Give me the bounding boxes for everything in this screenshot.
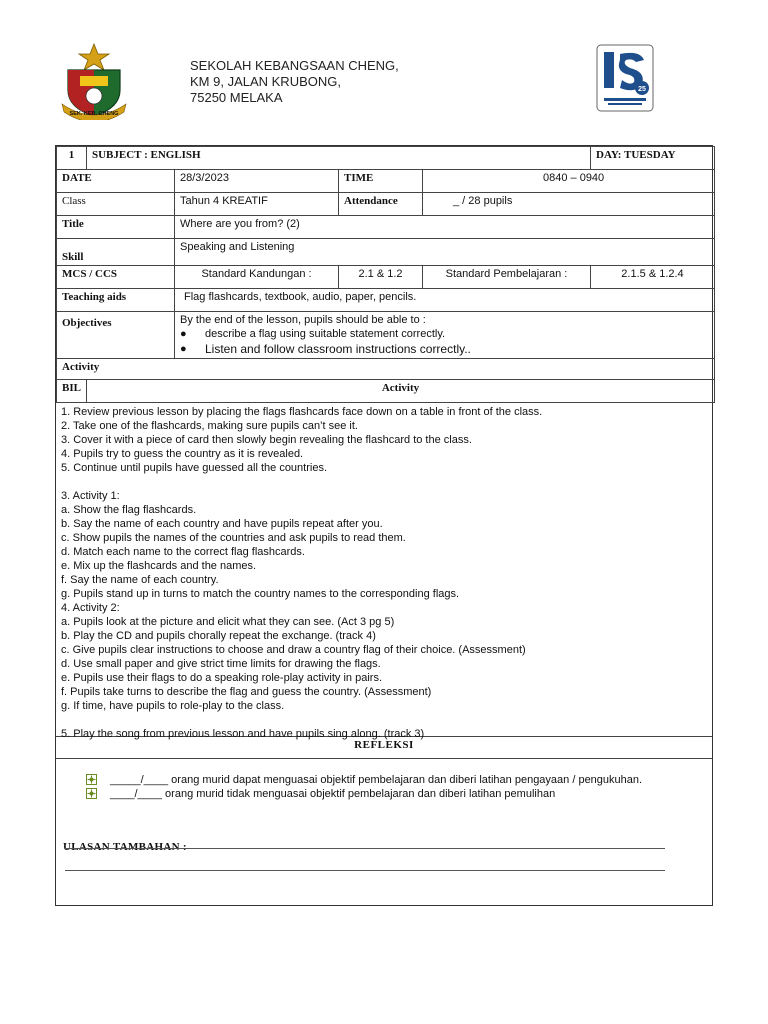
lesson-plan-frame [55, 145, 713, 906]
skill-row [57, 239, 715, 266]
activity-step: 1. Review previous lesson by placing the flags flashcards face down on a table in front of the class. [61, 406, 543, 418]
objectives-cell [175, 312, 715, 359]
activity-step: e. Pupils use their flags to do a speaking role-play activity in pairs. [61, 672, 382, 684]
ulasan-line [65, 870, 665, 871]
activity-steps [56, 403, 712, 740]
school-name: SEKOLAH KEBANGSAAN CHENG, [190, 58, 399, 73]
refleksi-heading: REFLEKSI [56, 737, 712, 759]
date-row [57, 170, 715, 193]
activity-step: f. Pupils take turns to describe the flag and guess the country. (Assessment) [61, 686, 432, 698]
activity-step: g. Pupils stand up in turns to match the country names to the corresponding flags. [61, 588, 460, 600]
objectives-label: Objectives [57, 312, 175, 359]
standard-kandungan-value: 2.1 & 1.2 [339, 266, 423, 289]
activity-column-header: Activity [87, 380, 715, 403]
standard-kandungan-label: Standard Kandungan : [175, 266, 339, 289]
activity-step: a. Show the flag flashcards. [61, 504, 197, 516]
anniversary-logo-icon [596, 44, 654, 112]
class-label: Class [57, 193, 175, 216]
refleksi-text-mastered: _____/____ orang murid dapat menguasai objektif pembelajaran dan diberi latihan pengayaan / pengukuhan. [110, 774, 643, 786]
activity-step: d. Match each name to the correct flag flashcards. [61, 546, 305, 558]
mcs-label: MCS / CCS [57, 266, 175, 289]
school-address [190, 58, 399, 106]
objectives-list [180, 327, 709, 357]
ulasan-line [65, 848, 665, 849]
activity-label-row [57, 359, 715, 380]
activity-step: e. Mix up the flashcards and the names. [61, 560, 257, 572]
school-crest-icon [58, 42, 130, 120]
activity-step: 5. Play the song from previous lesson and have pupils sing along. (track 3) [61, 728, 425, 740]
attendance-label: Attendance [339, 193, 423, 216]
activity-spacer [61, 475, 707, 489]
objective-item: ● Listen and follow classroom instructions correctly.. [180, 342, 709, 357]
class-row [57, 193, 715, 216]
subject-heading: SUBJECT : ENGLISH [87, 147, 591, 170]
activity-step: 4. Pupils try to guess the country as it is revealed. [61, 448, 304, 460]
activity-header-row [57, 380, 715, 403]
standard-pembelajaran-value: 2.1.5 & 1.2.4 [591, 266, 715, 289]
objective-item: ● describe a flag using suitable statement correctly. [180, 327, 709, 342]
standards-row [57, 266, 715, 289]
refleksi-area [56, 759, 712, 801]
anniversary-number: 25 [638, 86, 646, 93]
skill-label: Skill [57, 239, 175, 266]
objectives-intro: By the end of the lesson, pupils should be able to : [180, 314, 426, 326]
time-value: 0840 – 0940 [423, 170, 715, 193]
attendance-value: _ / 28 pupils [423, 193, 715, 216]
time-label: TIME [339, 170, 423, 193]
document-header [0, 0, 768, 140]
class-value: Tahun 4 KREATIF [175, 193, 339, 216]
flower-bullet-icon [86, 774, 97, 785]
flower-bullet-icon [86, 788, 97, 799]
activity-step: d. Use small paper and give strict time limits for drawing the flags. [61, 658, 381, 670]
date-value: 28/3/2023 [175, 170, 339, 193]
activity-step: c. Give pupils clear instructions to choose and draw a country flag of their choice. (Assessment) [61, 644, 526, 656]
title-label: Title [57, 216, 175, 239]
activity-step: 4. Activity 2: [61, 602, 120, 614]
activity-step: 3. Activity 1: [61, 490, 120, 502]
standard-pembelajaran-label: Standard Pembelajaran : [423, 266, 591, 289]
crest-banner-text: SEK. KEB. CHENG [69, 111, 119, 117]
activity-step: g. If time, have pupils to role-play to the class. [61, 700, 285, 712]
address-line-2: 75250 MELAKA [190, 90, 283, 105]
bil-label: BIL [57, 380, 87, 403]
refleksi-line-not-mastered [86, 787, 712, 801]
activity-step: c. Show pupils the names of the countries and ask pupils to read them. [61, 532, 406, 544]
address-line-1: KM 9, JALAN KRUBONG, [190, 74, 341, 89]
activity-step: 5. Continue until pupils have guessed all the countries. [61, 462, 328, 474]
subject-row [57, 147, 715, 170]
lesson-details-table [56, 146, 715, 403]
ulasan-tambahan-label: ULASAN TAMBAHAN : [63, 841, 187, 853]
title-row [57, 216, 715, 239]
date-label: DATE [57, 170, 175, 193]
activity-step: b. Play the CD and pupils chorally repeat the exchange. (track 4) [61, 630, 376, 642]
refleksi-line-mastered [86, 773, 712, 787]
day-heading: DAY: TUESDAY [591, 147, 715, 170]
objectives-row [57, 312, 715, 359]
aids-value: Flag flashcards, textbook, audio, paper, pencils. [175, 289, 715, 312]
refleksi-text-not-mastered: ____/____ orang murid tidak menguasai objektif pembelajaran dan diberi latihan pemulihan [110, 788, 556, 800]
activity-step: b. Say the name of each country and have pupils repeat after you. [61, 518, 383, 530]
skill-value: Speaking and Listening [175, 239, 715, 266]
activity-step: 3. Cover it with a piece of card then slowly begin revealing the flashcard to the class. [61, 434, 472, 446]
aids-row [57, 289, 715, 312]
aids-label: Teaching aids [57, 289, 175, 312]
activity-step: 2. Take one of the flashcards, making sure pupils can’t see it. [61, 420, 358, 432]
activity-step: f. Say the name of each country. [61, 574, 219, 586]
title-value: Where are you from? (2) [175, 216, 715, 239]
activity-spacer [61, 713, 707, 727]
activity-step: a. Pupils look at the picture and elicit what they can see. (Act 3 pg 5) [61, 616, 395, 628]
plan-number: 1 [57, 147, 87, 170]
activity-section-label: Activity [57, 359, 715, 380]
